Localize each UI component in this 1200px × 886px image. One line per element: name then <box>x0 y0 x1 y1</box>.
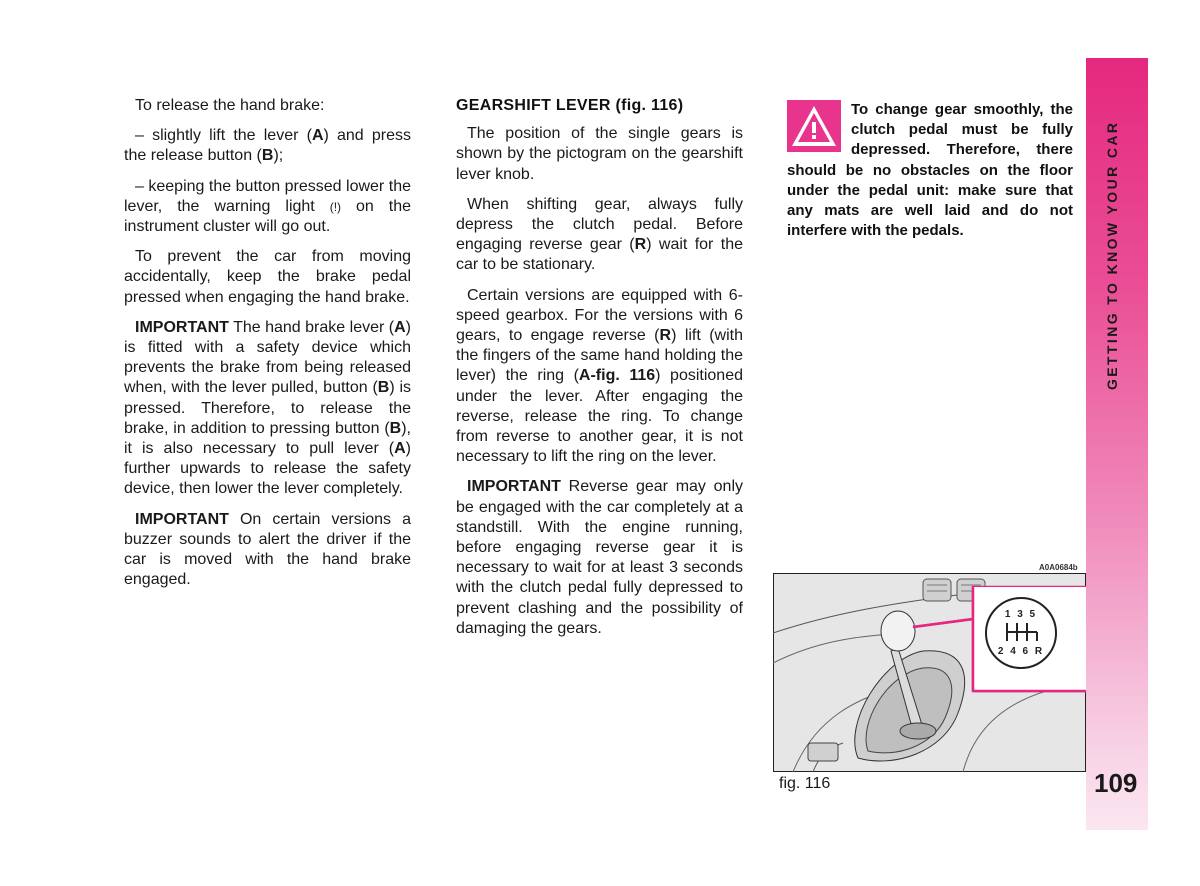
section-heading: GEARSHIFT LEVER (fig. 116) <box>456 97 684 114</box>
warning-box <box>787 100 1073 241</box>
paragraph: The position of the single gears is shown by the pictogram on the gearshift lever knob. <box>456 125 743 183</box>
paragraph: Certain versions are equipped with 6-speed gearbox. For the versions with 6 gears, to engage reverse (R) lift (with the fingers of the same hand holding the lever) the ring (A-fig. 116) positioned under the lever. After engaging the reverse, release the ring. To change from reverse to another gear, it is not necessary to lift the ring on the lever. <box>456 286 743 466</box>
figure-caption: fig. 116 <box>779 775 831 792</box>
paragraph: To prevent the car from moving accidentally, keep the brake pedal pressed when engaging the hand brake. <box>124 248 411 306</box>
page-number: 109 <box>1094 768 1138 798</box>
paragraph: IMPORTANT Reverse gear may only be engaged with the car completely at a standstill. With the engine running, before engaging reverse gear it is necessary to wait for at least 3 seconds with the clutch pedal fully depressed to prevent clashing and the possibility of damaging the gears. <box>456 478 743 637</box>
paragraph: When shifting gear, always fully depress the clutch pedal. Before engaging reverse gear (R) wait for the car to be stationary. <box>456 195 743 274</box>
paragraph: – slightly lift the lever (A) and press the release button (B); <box>124 127 411 165</box>
chapter-title: GETTING TO KNOW YOUR CAR <box>1104 120 1120 390</box>
handbrake-warning-light-icon: (!) <box>329 199 342 214</box>
warning-triangle-icon <box>787 100 841 152</box>
gear-top-label: 1 3 5 <box>1004 609 1038 620</box>
paragraph: IMPORTANT On certain versions a buzzer sounds to alert the driver if the car is moved with the hand brake engaged. <box>124 510 411 589</box>
paragraph: IMPORTANT The hand brake lever (A) is fitted with a safety device which prevents the brake from being released when, with the lever pulled, button (B) is pressed. Therefore, to release the brake, in addition to pressing button (B), it is also necessary to pull lever (A) further upwards to release the safety device, then lower the lever completely. <box>124 318 411 498</box>
warning-text: To change gear smoothly, the clutch pedal must be fully depressed. Therefore, there should be no obstacles on the floor under the pedal unit: make sure that any mats are well laid and do not interfere with the pedals. <box>787 101 1073 240</box>
middle-column <box>456 96 743 649</box>
gearshift-figure <box>773 573 1086 772</box>
paragraph: To release the hand brake: <box>135 97 325 114</box>
left-column <box>124 96 411 600</box>
paragraph: – keeping the button pressed lower the lever, the warning light (!) on the instrument cluster will go out. <box>124 177 411 236</box>
figure-code: A0A0684b <box>1039 563 1078 572</box>
gear-bottom-label: 2 4 6 R <box>997 646 1045 657</box>
